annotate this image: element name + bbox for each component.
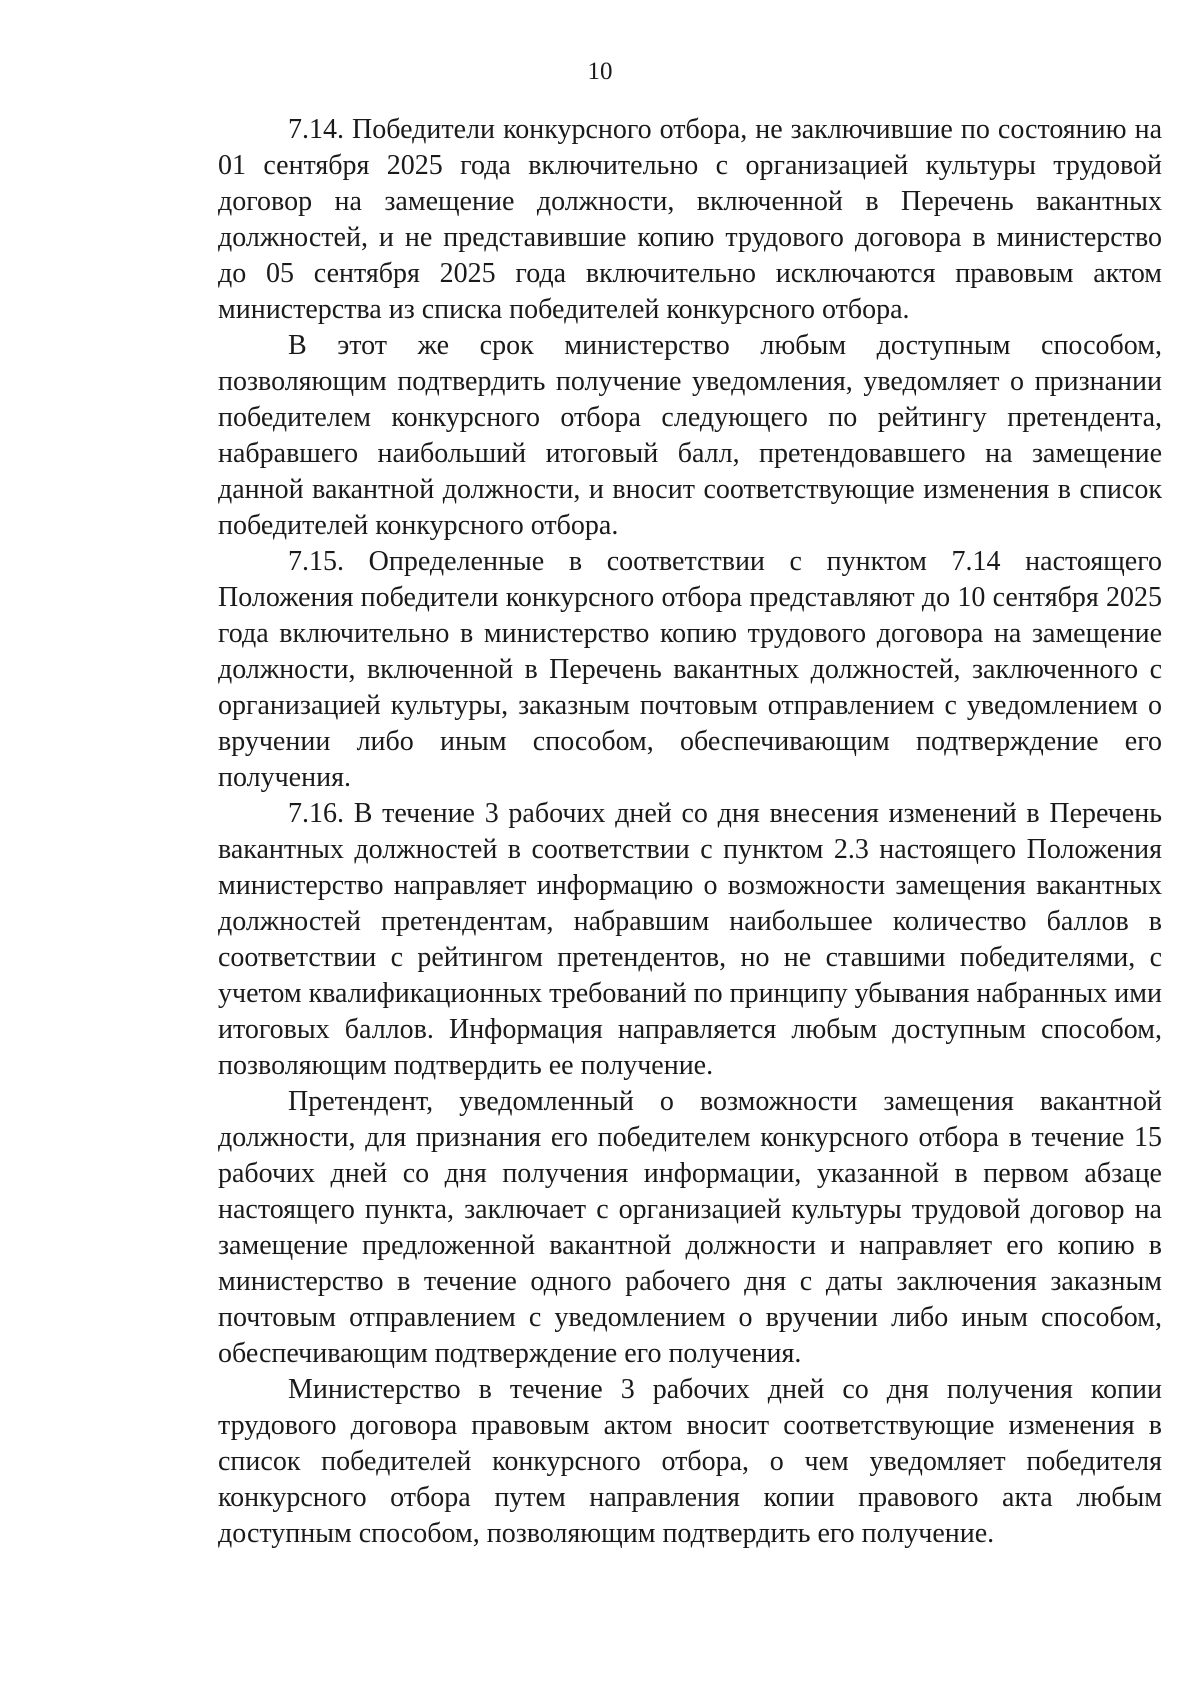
paragraph-7-16-applicant: Претендент, уведомленный о возможности замещения вакантной должности, для признания его победителем конкурсного отбора в течение 15 рабочих дней со дня получения информации, указанной в первом абзаце настоящего пункта, заключает с организацией культуры трудовой договор на замещение предложенной вакантной должности и направляет его копию в министерство в течение одного рабочего дня с даты заключения заказным почтовым отправлением с уведомлением о вручении либо иным способом, обеспечивающим подтверждение его получения. xyxy=(218,1086,1162,1369)
paragraph-7-16-ministry: Министерство в течение 3 рабочих дней со дня получения копии трудового договора правовым актом вносит соответствующие изменения в список победителей конкурсного отбора, о чем уведомляет победителя конкурсного отбора путем направления копии правового акта любым доступным способом, позволяющим подтвердить его получение. xyxy=(218,1374,1162,1549)
paragraph-7-14-notification: В этот же срок министерство любым доступным способом, позволяющим подтвердить получение уведомления, уведомляет о признании победителем конкурсного отбора следующего по рейтингу претендента, набравшего наибольший итоговый балл, претендовавшего на замещение данной вакантной должности, и вносит соответствующие изменения в список победителей конкурсного отбора. xyxy=(218,330,1162,541)
paragraph-7-14: 7.14. Победители конкурсного отбора, не заключившие по состоянию на 01 сентября 2025 года включительно с организацией культуры трудовой договор на замещение должности, включенной в Перечень вакантных должностей, и не представившие копию трудового договора в министерство до 05 сентября 2025 года включительно исключаются правовым актом министерства из списка победителей конкурсного отбора. xyxy=(218,114,1162,325)
page-number: 10 xyxy=(587,58,613,85)
paragraph-7-15: 7.15. Определенные в соответствии с пунктом 7.14 настоящего Положения победители конкурсного отбора представляют до 10 сентября 2025 года включительно в министерство копию трудового договора на замещение должности, включенной в Перечень вакантных должностей, заключенного с организацией культуры, заказным почтовым отправлением с уведомлением о вручении либо иным способом, обеспечивающим подтверждение его получения. xyxy=(218,546,1162,793)
document-body xyxy=(218,112,1162,1552)
paragraph-7-16: 7.16. В течение 3 рабочих дней со дня внесения изменений в Перечень вакантных должностей в соответствии с пунктом 2.3 настоящего Положения министерство направляет информацию о возможности замещения вакантных должностей претендентам, набравшим наибольшее количество баллов в соответствии с рейтингом претендентов, но не ставшими победителями, с учетом квалификационных требований по принципу убывания набранных ими итоговых баллов. Информация направляется любым доступным способом, позволяющим подтвердить ее получение. xyxy=(218,798,1162,1081)
